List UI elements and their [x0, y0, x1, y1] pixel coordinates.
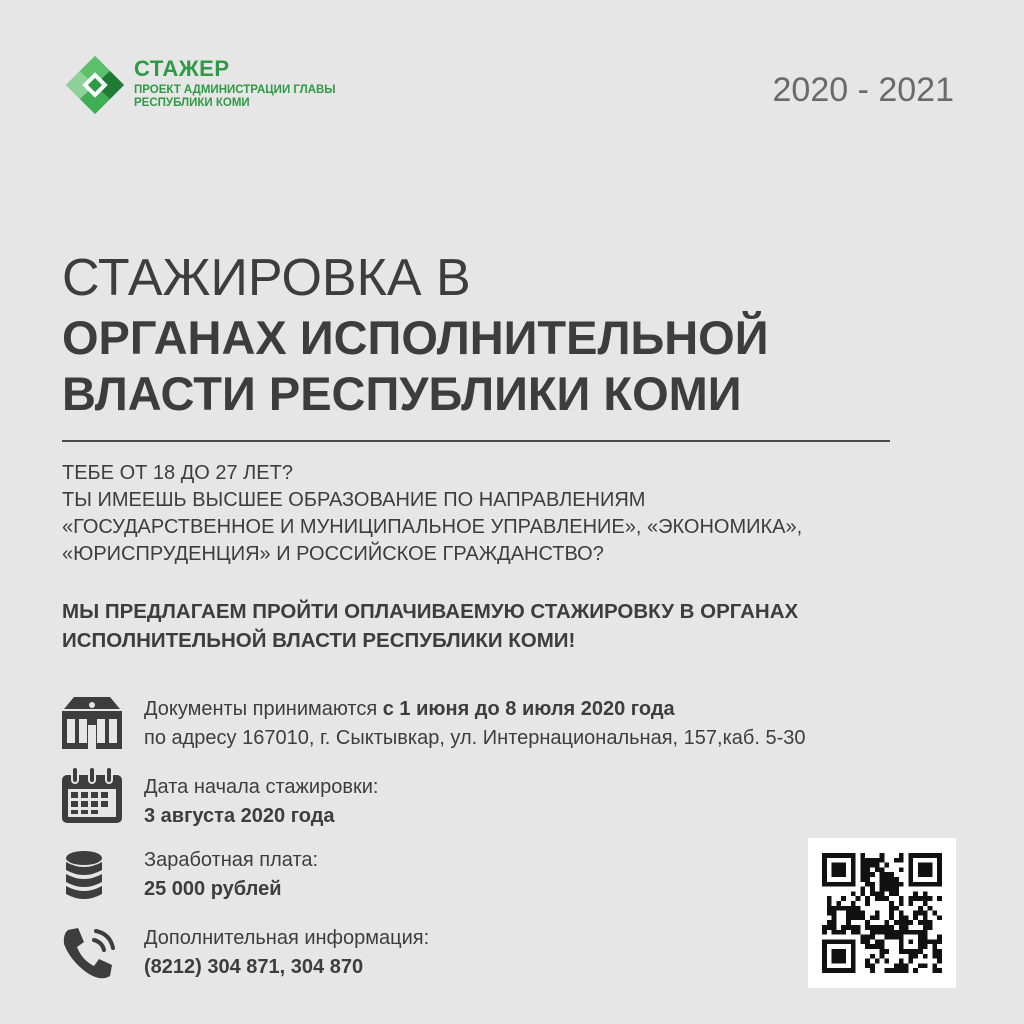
divider	[62, 440, 890, 442]
page-title: СТАЖИРОВКА В	[62, 249, 471, 307]
page-subtitle	[62, 310, 769, 422]
offer-line: МЫ ПРЕДЛАГАЕМ ПРОЙТИ ОПЛАЧИВАЕМУЮ СТАЖИРОВКУ В ОРГАНАХ	[62, 600, 799, 623]
calendar-icon	[60, 765, 124, 825]
page-subtitle-line: ВЛАСТИ РЕСПУБЛИКИ КОМИ	[62, 367, 742, 420]
documents-address: по адресу 167010, г. Сыктывкар, ул. Интернациональная, 157,каб. 5-30	[144, 727, 806, 749]
page-subtitle-line: ОРГАНАХ ИСПОЛНИТЕЛЬНОЙ	[62, 311, 769, 364]
logo-subtitle-line: РЕСПУБЛИКИ КОМИ	[134, 97, 250, 109]
logo-title: СТАЖЕР	[134, 56, 230, 81]
logo-subtitle	[134, 84, 336, 110]
phone-icon	[60, 924, 124, 984]
years-label: 2020 - 2021	[772, 71, 954, 109]
question-line: «ЮРИСПРУДЕНЦИЯ» И РОССИЙСКОЕ ГРАЖДАНСТВО?	[62, 543, 604, 565]
question-line: ТЫ ИМЕЕШЬ ВЫСШЕЕ ОБРАЗОВАНИЕ ПО НАПРАВЛЕНИЯМ	[62, 489, 646, 511]
eligibility-questions	[62, 460, 802, 568]
contact-phones: (8212) 304 871, 304 870	[144, 956, 364, 978]
offer-text	[62, 597, 798, 655]
coins-icon	[60, 846, 124, 906]
documents-dates: с 1 июня до 8 июля 2020 года	[382, 698, 675, 720]
stazher-logo-icon	[66, 56, 124, 114]
documents-prefix: Документы принимаются	[144, 698, 383, 720]
offer-line: ИСПОЛНИТЕЛЬНОЙ ВЛАСТИ РЕСПУБЛИКИ КОМИ!	[62, 629, 576, 652]
building-icon	[60, 695, 124, 751]
logo-subtitle-line: ПРОЕКТ АДМИНИСТРАЦИИ ГЛАВЫ	[134, 84, 336, 96]
start-date-label: Дата начала стажировки:	[144, 776, 379, 798]
brand-logo	[66, 56, 386, 114]
salary-label: Заработная плата:	[144, 849, 319, 871]
contact-label: Дополнительная информация:	[144, 927, 430, 949]
question-line: «ГОСУДАРСТВЕННОЕ И МУНИЦИПАЛЬНОЕ УПРАВЛЕНИЕ», «ЭКОНОМИКА»,	[62, 516, 803, 538]
documents-line	[144, 695, 806, 724]
start-date-value: 3 августа 2020 года	[144, 805, 335, 827]
question-line: ТЕБЕ ОТ 18 ДО 27 ЛЕТ?	[62, 462, 293, 484]
qr-code	[808, 838, 956, 988]
qr-code-icon	[822, 853, 942, 973]
salary-value: 25 000 рублей	[144, 878, 282, 900]
